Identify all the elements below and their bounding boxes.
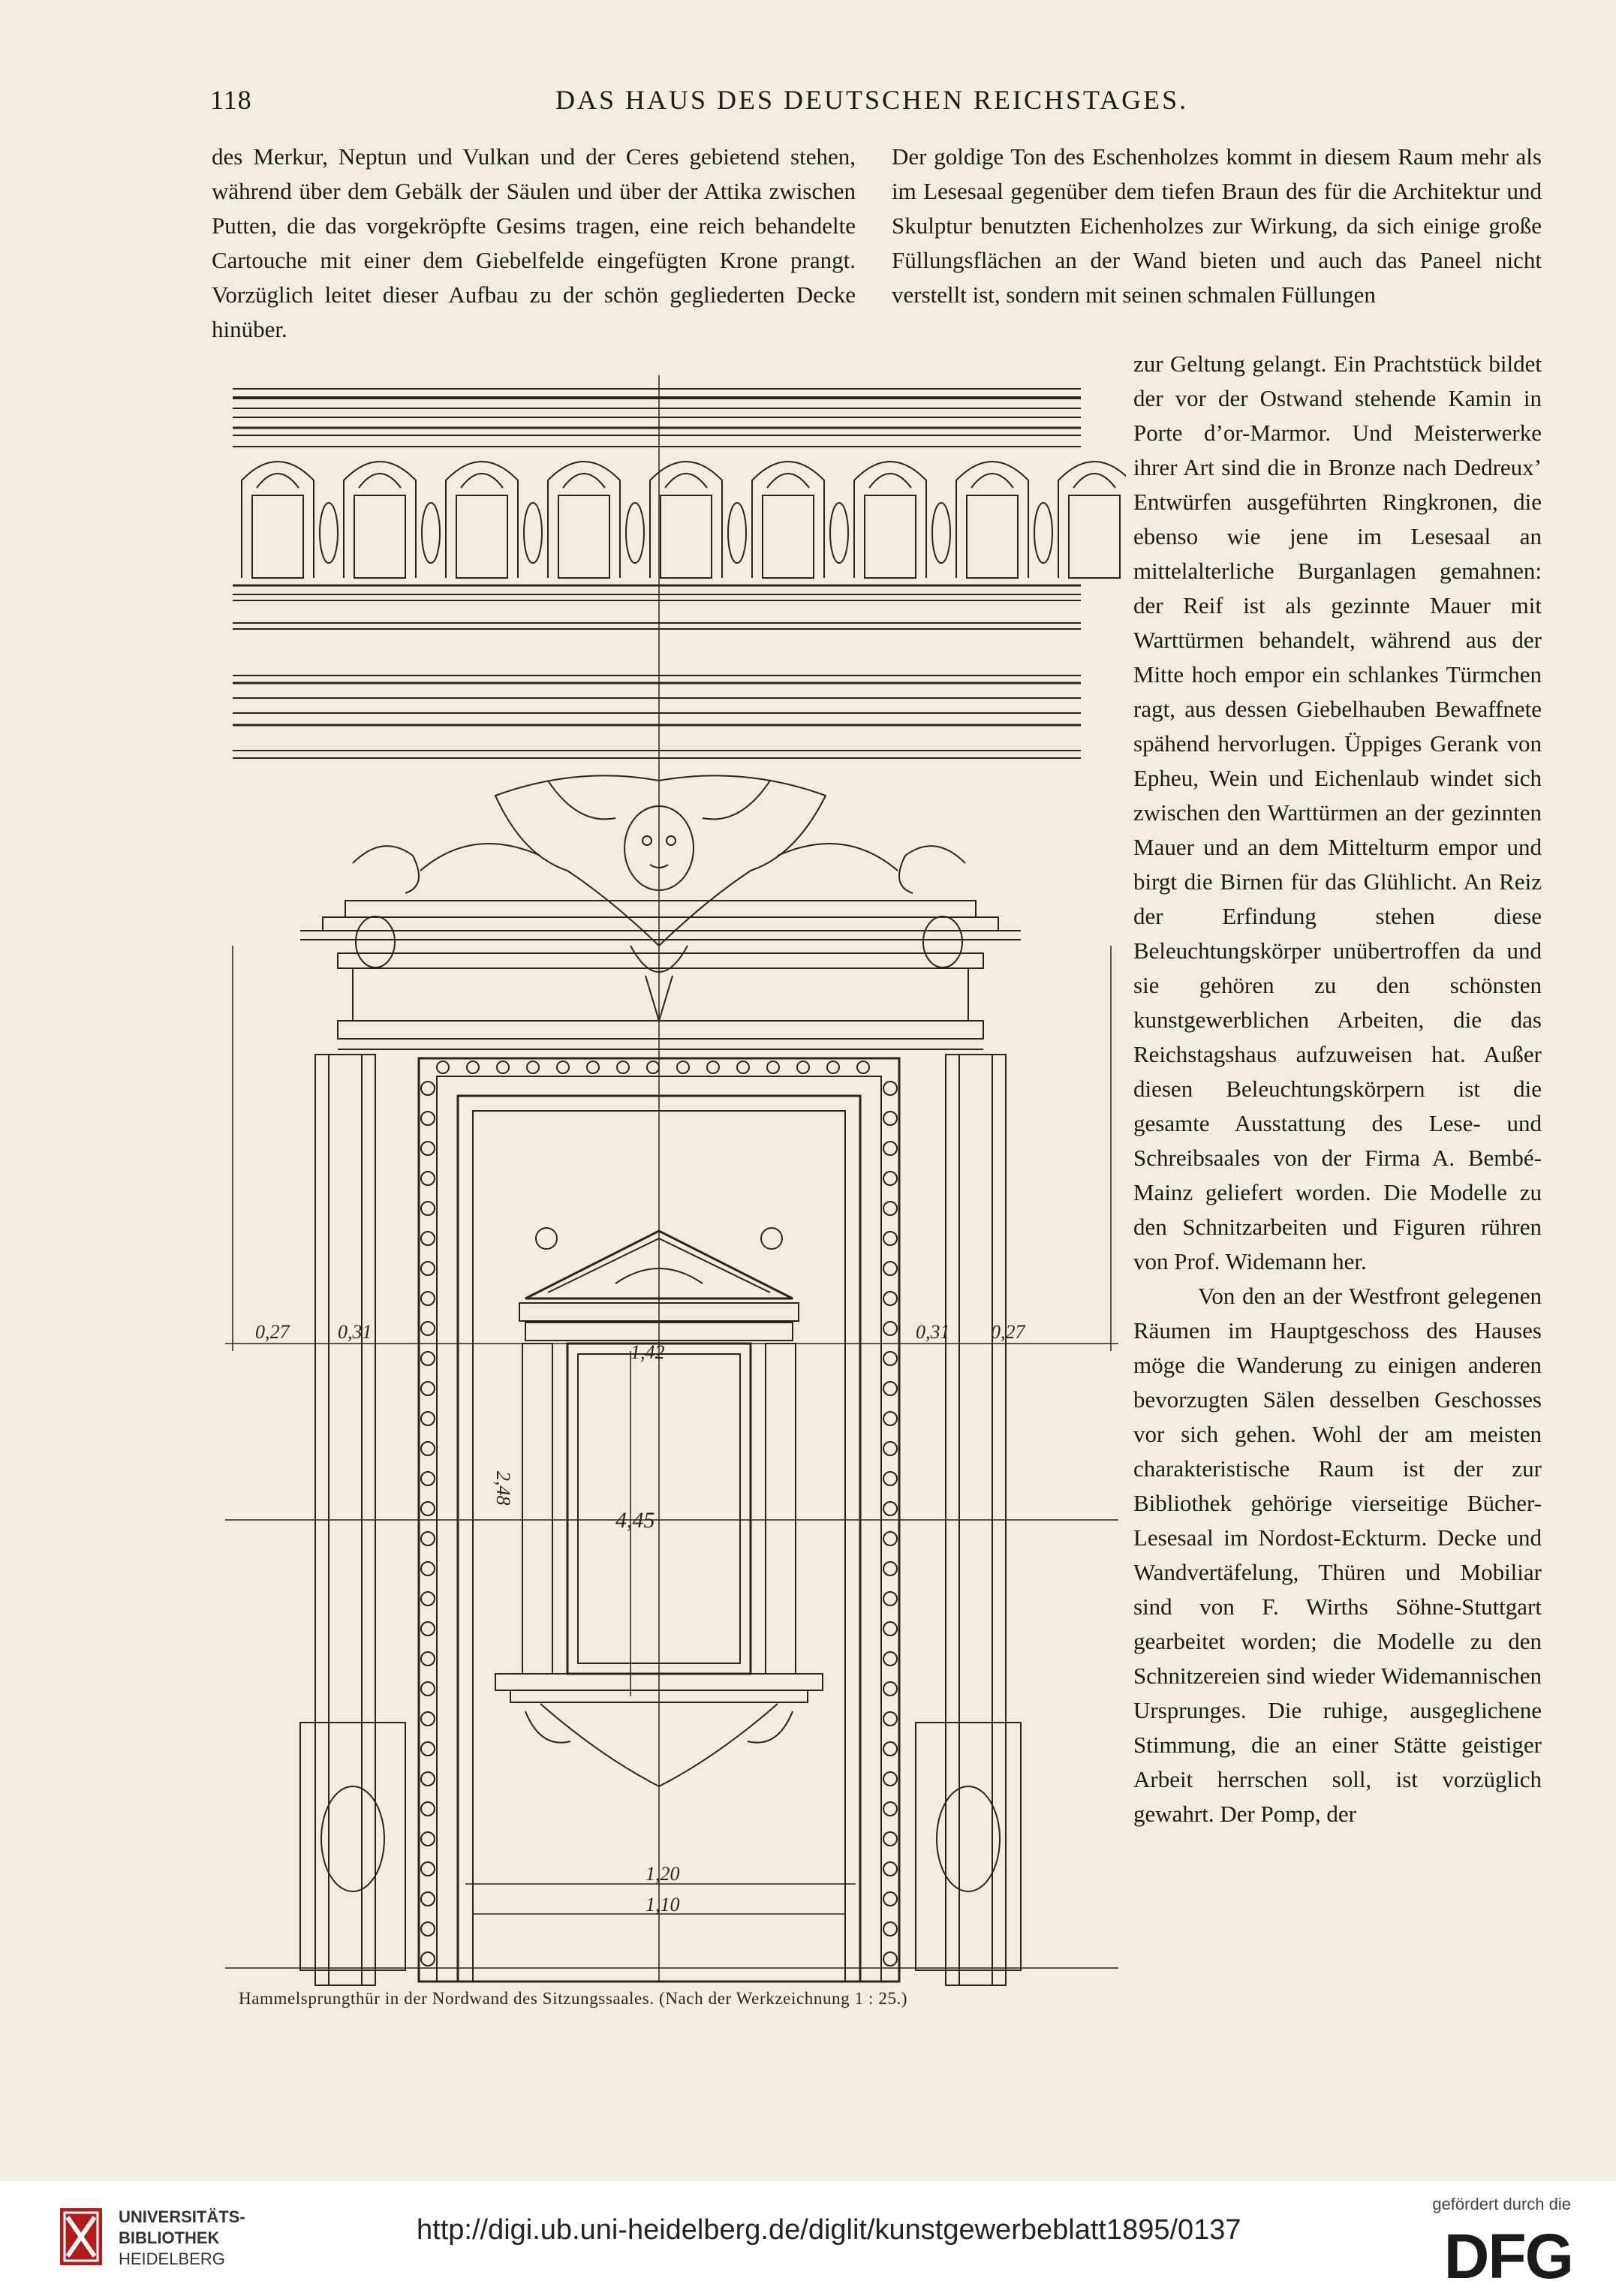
frame-rosette bbox=[883, 1922, 897, 1936]
cornice-bands bbox=[233, 389, 1081, 435]
frame-rosette bbox=[421, 1142, 435, 1155]
frame-rosette bbox=[421, 1262, 435, 1275]
right-paragraph-1: zur Geltung gelangt. Ein Prachtstück bildet der vor der Ostwand stehende Kamin in Porte d’or-Marmor. Und Meisterwerke ihrer Art sind die in Bronze nach Dedreux’ Entwürfen ausgeführten Ringkronen, die ebenso wie jene im Lesesaal an mittelalterliche Burganlagen gemahnen: der Reif ist als gezinnte Mauer mit Warttürmen behandelt, während aus der Mitte hoch empor ein schlankes Türmchen ragt, aus dessen Giebelhauben Bewaffnete spähend hervorlugen. Üppiges Gerank von Epheu, Wein und Eichenlaub windet sich zwischen den Warttürmen an der gezinnten Mauer und an dem Mittelturm empor und birgt die Birnen für das Glühlicht. An Reiz der Erfindung stehen diese Beleuchtungskörper unübertroffen da und sie gehören zu den schönsten kunstgewerblichen Arbeiten, die das Reichstagshaus aufzuweisen hat. Außer diesen Beleuchtungskörpern ist die gesamte Ausstattung des Lese- und Schreibsaales von der Firma A. Bembé-Mainz geliefert worden. Die Modelle zu den Schnitzarbeiten und Figuren rühren von Prof. Widemann her. bbox=[1133, 351, 1542, 1274]
frame-rosette bbox=[421, 1382, 435, 1395]
frame-rosette bbox=[467, 1061, 479, 1073]
right-column-top-text bbox=[892, 140, 1542, 312]
frame-rosette bbox=[883, 1712, 897, 1726]
frame-rosette bbox=[883, 1892, 897, 1906]
frame-rosette bbox=[883, 1262, 897, 1275]
frame-rosette bbox=[421, 1292, 435, 1305]
frame-rosette bbox=[883, 1172, 897, 1185]
frame-rosette bbox=[421, 1412, 435, 1425]
frame-rosette bbox=[883, 1532, 897, 1545]
dimension-lines bbox=[225, 946, 1118, 1968]
frame-rosette bbox=[421, 1922, 435, 1936]
frieze-arch bbox=[344, 462, 440, 578]
frame-rosette bbox=[587, 1061, 599, 1073]
frame-rosette bbox=[883, 1592, 897, 1605]
frame-rosette bbox=[421, 1082, 435, 1095]
frame-rosette bbox=[883, 1112, 897, 1125]
frame-rosette bbox=[421, 1892, 435, 1906]
frame-rosette bbox=[883, 1772, 897, 1786]
frame-rosette bbox=[883, 1322, 897, 1335]
frame-rosette bbox=[857, 1061, 869, 1073]
frame-rosette bbox=[421, 1442, 435, 1455]
middle-mouldings bbox=[233, 623, 1081, 758]
frame-rosette bbox=[421, 1802, 435, 1816]
frame-rosette bbox=[883, 1802, 897, 1816]
frame-rosette bbox=[527, 1061, 539, 1073]
digitization-footer bbox=[0, 2181, 1616, 2296]
dim-left-outer: 0,27 bbox=[255, 1321, 290, 1343]
frame-rosette bbox=[421, 1172, 435, 1185]
frame-rosette bbox=[883, 1142, 897, 1155]
frame-rosette bbox=[421, 1592, 435, 1605]
frame-rosette bbox=[737, 1061, 749, 1073]
library-line-3: HEIDELBERG bbox=[119, 2249, 225, 2268]
arch-row bbox=[242, 462, 1126, 578]
frame-rosette bbox=[883, 1562, 897, 1575]
library-line-1: UNIVERSITÄTS- bbox=[119, 2207, 245, 2226]
frame-rosette bbox=[883, 1502, 897, 1515]
frame-rosette bbox=[421, 1712, 435, 1726]
running-title: DAS HAUS DES DEUTSCHEN REICHSTAGES. bbox=[555, 85, 1189, 115]
frame-rosette bbox=[497, 1061, 509, 1073]
dim-left-inner: 0,31 bbox=[338, 1321, 372, 1343]
right-paragraph-2: Von den an der Westfront gelegenen Räumen im Hauptgeschoss des Hauses möge die Wanderung zu einigen anderen bevorzugten Sälen desselben Geschosses vor sich gehen. Wohl der am meisten charakteristische Raum ist der zur Bibliothek gehörige vierseitige Bücher-Lesesaal im Nordost-Eckturm. Decke und Wandvertäfelung, Thüren und Mobiliar sind von F. Wirths Söhne-Stuttgart gearbeitet worden; die Modelle zu den Schnitzereien sind wieder Widemannischen Ursprunges. Die ruhige, ausgeglichene Stimmung, die an einer Stätte geistiger Arbeit herrschen soll, ist vorzüglich gewahrt. Der Pomp, der bbox=[1133, 1283, 1542, 1827]
frame-rosette bbox=[421, 1322, 435, 1335]
dim-bottom-lower: 1,10 bbox=[645, 1894, 680, 1915]
frieze-arch bbox=[242, 462, 338, 578]
frame-rosette bbox=[883, 1952, 897, 1966]
frame-rosette bbox=[421, 1202, 435, 1215]
dim-height: 2,48 bbox=[492, 1471, 514, 1506]
left-column-text bbox=[212, 140, 856, 347]
frame-rosette bbox=[421, 1652, 435, 1666]
frame-rosette bbox=[421, 1472, 435, 1485]
frieze-arch bbox=[1058, 462, 1126, 578]
university-library-logo-icon bbox=[59, 2207, 104, 2267]
frame-rosette bbox=[883, 1442, 897, 1455]
dim-right-outer: 0,27 bbox=[991, 1321, 1025, 1343]
frame-rosette bbox=[421, 1352, 435, 1365]
dfg-logo: DFG bbox=[1443, 2221, 1572, 2291]
frame-rosette bbox=[617, 1061, 629, 1073]
frame-rosette bbox=[883, 1682, 897, 1696]
frame-rosette bbox=[421, 1112, 435, 1125]
frame-rosette bbox=[421, 1742, 435, 1756]
frame-rosette bbox=[707, 1061, 719, 1073]
left-paragraph: des Merkur, Neptun und Vulkan und der Ceres gebietend stehen, während über dem Gebälk der Säulen und über der Attika zwischen Putten, die das vorgekröpfte Gesims tragen, eine reich behandelte Cartouche mit einer dem Giebelfelde eingefügten Krone prangt. Vorzüglich leitet dieser Aufbau zu der schön gegliederten Decke hinüber. bbox=[212, 143, 856, 342]
dim-right-inner: 0,31 bbox=[916, 1321, 950, 1343]
right-top-paragraph: Der goldige Ton des Eschenholzes kommt in diesem Raum mehr als im Lesesaal gegenüber dem tiefen Braun des für die Architektur und Skulptur benutzten Eichenholzes zur Wirkung, da sich einige große Füllungsflächen an der Wand bieten und auch das Paneel nicht verstellt ist, sondern mit seinen schmalen Füllungen bbox=[892, 143, 1542, 308]
frame-rosette bbox=[421, 1772, 435, 1786]
entablature bbox=[300, 844, 1021, 1049]
frame-rosette bbox=[883, 1382, 897, 1395]
frame-rosette bbox=[883, 1082, 897, 1095]
frame-rosette bbox=[883, 1472, 897, 1485]
frame-rosette bbox=[883, 1412, 897, 1425]
frame-rosette bbox=[421, 1532, 435, 1545]
cartouche-mask bbox=[495, 775, 826, 1021]
university-library-name bbox=[119, 2207, 245, 2270]
frame-rosette bbox=[797, 1061, 809, 1073]
frame-rosette bbox=[421, 1862, 435, 1876]
frame-rosette bbox=[883, 1832, 897, 1846]
frieze-arch bbox=[854, 462, 950, 578]
permalink-url[interactable]: http://digi.ub.uni-heidelberg.de/diglit/kunstgewerbeblatt1895/0137 bbox=[417, 2214, 1241, 2246]
frieze-arch bbox=[548, 462, 644, 578]
frame-rosette bbox=[557, 1061, 569, 1073]
library-line-2: BIBLIOTHEK bbox=[119, 2228, 220, 2247]
frame-rosette bbox=[883, 1862, 897, 1876]
frame-rosette bbox=[421, 1832, 435, 1846]
figure-caption: Hammelsprungthür in der Nordwand des Sitzungssaales. (Nach der Werkzeichnung 1 : 25.) bbox=[239, 1989, 908, 2008]
frame-rosette bbox=[883, 1652, 897, 1666]
frame-rosette bbox=[677, 1061, 689, 1073]
right-column-text bbox=[1133, 347, 1542, 1831]
frame-rosette bbox=[421, 1562, 435, 1575]
frame-rosette bbox=[437, 1061, 449, 1073]
page-header bbox=[210, 84, 1561, 126]
frame-rosette bbox=[421, 1682, 435, 1696]
frieze-arch bbox=[650, 462, 746, 578]
frame-rosette bbox=[421, 1502, 435, 1515]
frieze-arch bbox=[752, 462, 848, 578]
frame-rosette bbox=[883, 1352, 897, 1365]
funded-by-label: gefördert durch die bbox=[1432, 2195, 1571, 2213]
dim-width: 4,45 bbox=[615, 1508, 655, 1533]
frame-rosette bbox=[421, 1952, 435, 1966]
frieze-arch bbox=[956, 462, 1052, 578]
frame-rosette bbox=[421, 1232, 435, 1245]
frame-rosette bbox=[421, 1622, 435, 1635]
dim-center-top: 1,42 bbox=[630, 1341, 665, 1363]
frieze-arch bbox=[446, 462, 542, 578]
frame-rosette bbox=[883, 1232, 897, 1245]
dim-bottom-upper: 1,20 bbox=[645, 1863, 680, 1885]
frame-rosette bbox=[883, 1742, 897, 1756]
frame-rosette bbox=[827, 1061, 839, 1073]
frame-rosette bbox=[767, 1061, 779, 1073]
door-elevation-drawing bbox=[225, 375, 1126, 1989]
page-number: 118 bbox=[210, 85, 252, 115]
frame-rosette bbox=[883, 1622, 897, 1635]
frame-rosette bbox=[883, 1292, 897, 1305]
frame-rosette bbox=[647, 1061, 659, 1073]
frame-rosette bbox=[883, 1202, 897, 1215]
